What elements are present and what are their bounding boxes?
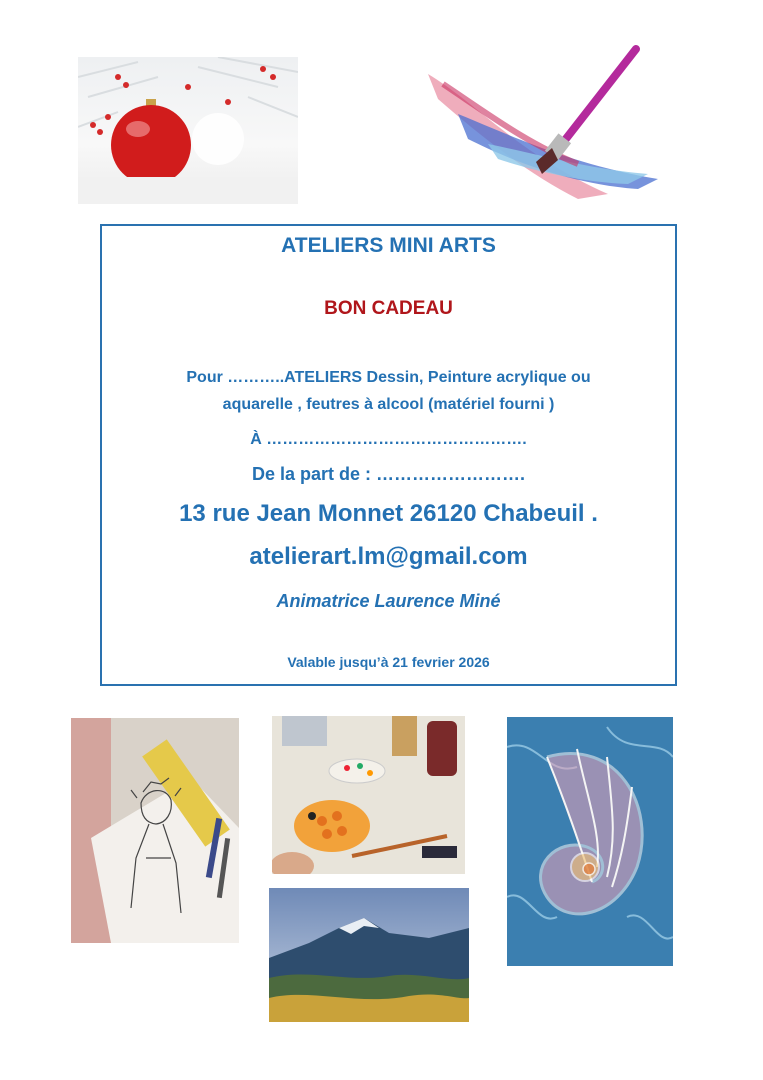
voucher-subtitle: BON CADEAU xyxy=(324,298,453,319)
recipient-activity-line: Pour ………..ATELIERS Dessin, Peinture acrylique ou xyxy=(186,369,591,386)
to-line: À …………………………………………. xyxy=(250,431,527,448)
mountain-landscape-painting xyxy=(269,888,469,1022)
from-line: De la part de : ……………………. xyxy=(251,464,526,484)
host-name: Animatrice Laurence Miné xyxy=(276,591,501,611)
voucher-title: ATELIERS MINI ARTS xyxy=(281,234,496,257)
validity-date: Valable jusqu’à 21 fevrier 2026 xyxy=(287,654,490,670)
gift-voucher-box xyxy=(100,224,677,686)
email-address[interactable]: atelierart.lm@gmail.com xyxy=(249,543,528,570)
manga-drawing-photo xyxy=(71,718,239,943)
address: 13 rue Jean Monnet 26120 Chabeuil . xyxy=(179,500,598,527)
paintbrush-image xyxy=(418,44,670,204)
recipient-activity-line-2: aquarelle , feutres à alcool (matériel fourni ) xyxy=(222,396,555,413)
nautilus-shell-painting xyxy=(507,717,673,966)
painting-table-photo xyxy=(272,716,465,874)
christmas-ornament-photo xyxy=(78,57,298,204)
